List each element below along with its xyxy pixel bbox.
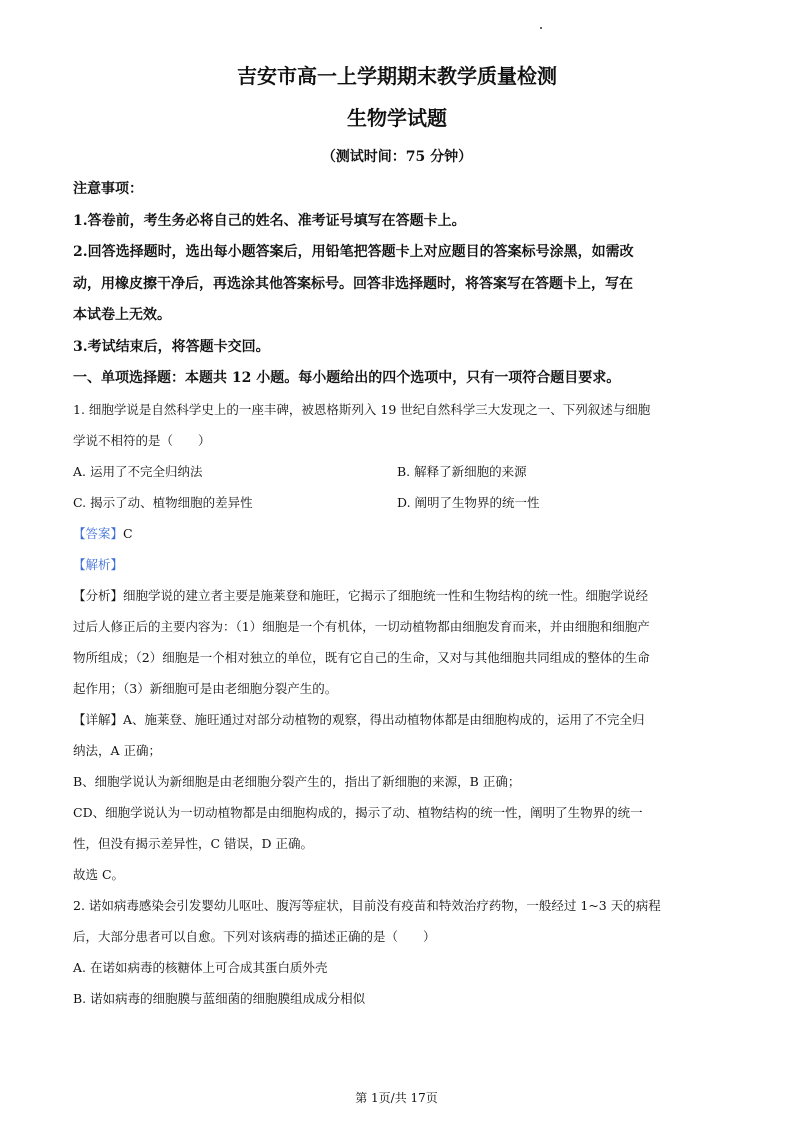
notes-item: 本试卷上无效。 [73,307,171,323]
section-heading: 一、单项选择题：本题共 12 小题。每小题给出的四个选项中，只有一项符合题目要求。 [73,370,621,386]
answer-value: C [123,526,133,541]
notes-item: 1.答卷前，考生务必将自己的姓名、准考证号填写在答题卡上。 [73,212,466,229]
page-footer: 第 1页/共 17页 [355,1091,438,1105]
notes-item: 动，用橡皮擦干净后，再选涂其他答案标号。回答非选择题时，将答案写在答题卡上，写在 [73,275,633,292]
xiangjie-text: A、施莱登、施旺通过对部分动植物的观察，得出动植物体都是由细胞构成的，运用了不完全归 [123,712,645,727]
xiangjie-text: CD、细胞学说认为一切动植物都是由细胞构成的，揭示了动、植物结构的统一性，阐明了生物界的统一 [73,805,643,820]
xiangjie-text: 纳法，A 正确； [73,743,162,758]
exam-title: 吉安市高一上学期期末教学质量检测 [237,64,557,88]
notes-heading: 注意事项： [73,181,143,197]
subject-title: 生物学试题 [347,106,447,130]
document-page [73,60,721,1014]
question-stem: 1. 细胞学说是自然科学史上的一座丰碑，被恩格斯列入 19 世纪自然科学三大发现之一、下列叙述与细胞 [73,402,651,417]
scan-dot [540,27,542,29]
xiangjie-tag: 【详解】 [73,712,124,727]
question-stem: 学说不相符的是（ ） [73,433,211,448]
answer-line [73,518,721,549]
xiangjie-text: B、细胞学说认为新细胞是由老细胞分裂产生的，指出了新细胞的来源，B 正确； [73,774,521,789]
time-note: （测试时间：75 分钟） [321,149,473,165]
xiangjie-text: 性，但没有揭示差异性，C 错误，D 正确。 [73,836,314,851]
question-2 [73,890,721,1014]
fenxi-text: 细胞学说的建立者主要是施莱登和施旺，它揭示了细胞统一性和生物结构的统一性。细胞学说经 [123,588,649,603]
option-list [73,456,721,518]
question-stem: 2. 诺如病毒感染会引发婴幼儿呕吐、腹泻等症状，目前没有疫苗和特效治疗药物，一般经过 1~3 天的病程 [73,898,661,913]
fenxi-text: 过后人修正后的主要内容为：（1）细胞是一个有机体，一切动植物都由细胞发育而来，并由细胞和细胞产 [73,619,650,634]
notes-item: 3.考试结束后，将答题卡交回。 [73,338,270,355]
question-1 [73,394,721,890]
question-stem: 后，大部分患者可以自愈。下列对该病毒的描述正确的是（ ） [73,929,436,944]
option-c: C. 揭示了动、植物细胞的差异性 [73,495,253,510]
answer-tag: 【答案】 [73,526,124,541]
option-a: A. 在诺如病毒的核糖体上可合成其蛋白质外壳 [73,960,328,975]
option-a: A. 运用了不完全归纳法 [73,464,203,479]
option-b: B. 解释了新细胞的来源 [397,464,527,479]
option-b: B. 诺如病毒的细胞膜与蓝细菌的细胞膜组成成分相似 [73,991,366,1006]
notes-item: 2.回答选择题时，选出每小题答案后，用铅笔把答题卡上对应题目的答案标号涂黑，如需改 [73,244,634,260]
xiangjie-line [73,704,721,735]
fenxi-text: 起作用；（3）新细胞可是由老细胞分裂产生的。 [73,681,338,696]
fenxi-line [73,580,721,611]
notes-block [73,174,721,363]
fenxi-text: 物所组成；（2）细胞是一个相对独立的单位，既有它自己的生命，又对与其他细胞共同组成的整体的生命 [73,650,650,665]
fenxi-tag: 【分析】 [73,588,124,603]
analysis-line [73,549,721,580]
option-d: D. 阐明了生物界的统一性 [397,495,540,510]
xiangjie-text: 故选 C。 [73,867,125,882]
analysis-tag: 【解析】 [73,557,124,572]
